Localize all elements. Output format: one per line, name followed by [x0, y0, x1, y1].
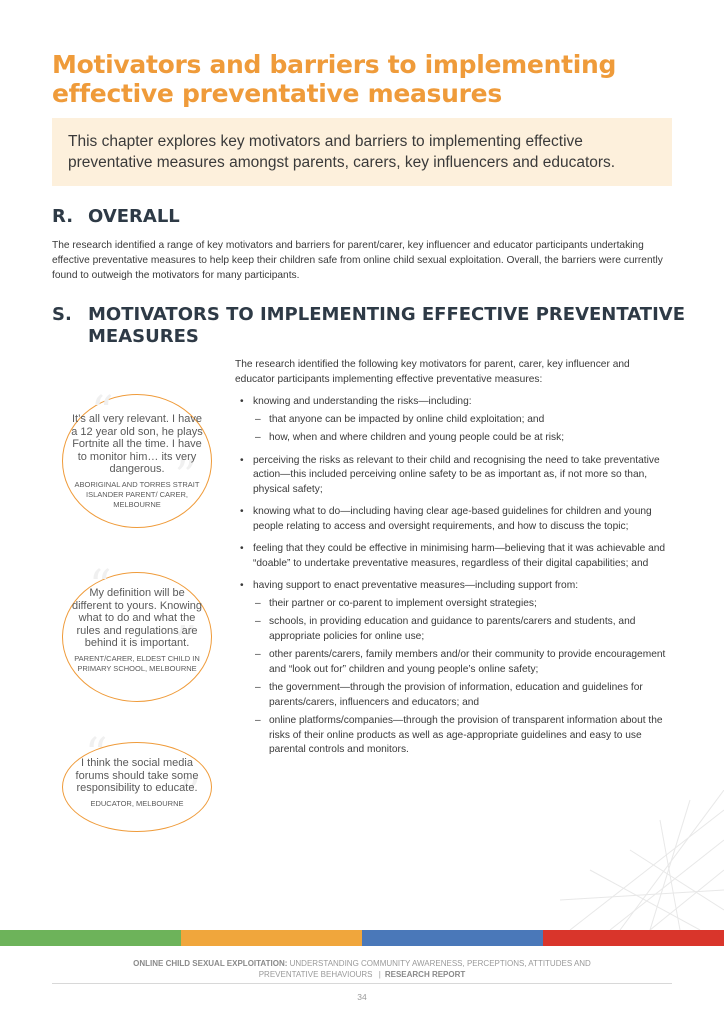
- sub-list-item: – their partner or co-parent to implement oversight strategies;: [253, 597, 670, 612]
- page-number: 34: [357, 992, 367, 1002]
- color-band-green: [0, 930, 181, 946]
- quote-source: PARENT/CARER, ELDEST CHILD IN PRIMARY SCHOOL, MELBOURNE: [74, 653, 200, 673]
- motivators-column: [235, 358, 670, 766]
- section-s-title-line2: MEASURES: [88, 326, 199, 347]
- close-quote-icon: ”: [174, 617, 197, 668]
- list-item-text: feeling that they could be effective in minimising harm—believing that it was achievable and “doable” to undertake preventative measures, regardless of their digital capabilities; and: [253, 543, 666, 569]
- section-s-title-line1: MOTIVATORS TO IMPLEMENTING EFFECTIVE PREVENTATIVE: [88, 304, 685, 325]
- motivators-list: [235, 395, 670, 758]
- open-quote-icon: “: [85, 729, 108, 780]
- close-quote-icon: ”: [174, 451, 197, 502]
- quote-text: It’s all very relevant. I have a 12 year old son, he plays Fortnite all the time. I have to monitor him… its very dangerous.: [71, 413, 203, 475]
- sub-list-item: – that anyone can be impacted by online child exploitation; and: [253, 413, 670, 428]
- footer-bold: ONLINE CHILD SEXUAL EXPLOITATION:: [133, 959, 288, 968]
- sub-list-item: – schools, in providing education and guidance to parents/carers and students, and appropriate policies for online use;: [253, 615, 670, 644]
- sub-list: [253, 413, 670, 446]
- section-r-heading: [52, 206, 180, 228]
- list-item-text: perceiving the risks as relevant to their child and recognising the need to take preventative action—this included perceiving online safety to be as important as, if not more so than, physical safety;: [253, 454, 660, 495]
- quote-bubble-2: [62, 561, 212, 702]
- footer-separator: |: [378, 970, 381, 979]
- color-band-blue: [362, 930, 543, 946]
- list-item-text: knowing what to do—including having clear age-based guidelines for children and young people relating to access and oversight requirements, and how to discuss the topic;: [253, 506, 652, 532]
- page-title: Motivators and barriers to implementing effective preventative measures: [52, 50, 617, 108]
- footer-divider: [52, 983, 672, 984]
- quote-source: ABORIGINAL AND TORRES STRAIT ISLANDER PARENT/ CARER, MELBOURNE: [74, 479, 200, 509]
- section-s-number: S.: [52, 304, 72, 325]
- section-r-title: OVERALL: [88, 206, 180, 227]
- sub-list-item: – how, when and where children and young people could be at risk;: [253, 431, 670, 446]
- list-item: [235, 542, 670, 571]
- quote-text: My definition will be different to yours. Knowing what to do and what the rules and regulations are behind it is important.: [71, 587, 203, 649]
- list-item: [235, 454, 670, 498]
- open-quote-icon: “: [91, 387, 114, 438]
- sub-list-item: – other parents/carers, family members and/or their community to provide encouragement and “look out for” children and young people’s online safety;: [253, 648, 670, 677]
- quote-bubble-1: [62, 387, 212, 528]
- close-quote-icon: ”: [178, 769, 201, 820]
- motivators-intro: The research identified the following key motivators for parent, carer, key influencer and educator participants implementing effective preventative measures:: [235, 359, 630, 385]
- decorative-web-graphic: [560, 790, 724, 930]
- open-quote-icon: “: [89, 561, 112, 612]
- section-r-number: R.: [52, 206, 74, 227]
- quote-text: I think the social media forums should take some responsibility to educate.: [75, 757, 199, 794]
- list-item: [235, 395, 670, 446]
- footer-report: RESEARCH REPORT: [384, 970, 466, 979]
- section-r-paragraph: The research identified a range of key motivators and barriers for parent/carer, key influencer and educator participants undertaking effective preventative measures to help keep their children safe from online child sexual exploitation. Overall, the barriers were currently found to outweigh the motivators for many participants.: [52, 240, 663, 281]
- color-band: [0, 930, 724, 946]
- section-s-heading: [52, 304, 685, 348]
- footer-subtitle: UNDERSTANDING COMMUNITY AWARENESS, PERCEPTIONS, ATTITUDES AND PREVENTATIVE BEHAVIOURS: [258, 959, 591, 979]
- color-band-orange: [181, 930, 362, 946]
- chapter-intro-text: This chapter explores key motivators and barriers to implementing effective preventative measures amongst parents, carers, key influencers and educators.: [68, 133, 616, 171]
- quote-source: EDUCATOR, MELBOURNE: [90, 798, 184, 808]
- sub-list-item: – online platforms/companies—through the provision of transparent information about the risks of their online products as well as age-appropriate guidelines and easy to use parental controls and monitors.: [253, 714, 670, 758]
- footer-title: [130, 958, 594, 980]
- list-item-text: having support to enact preventative measures—including support from:: [253, 580, 579, 591]
- list-item: [235, 579, 670, 758]
- quote-bubble-3: [62, 729, 212, 832]
- sub-list: [253, 597, 670, 758]
- color-band-red: [543, 930, 724, 946]
- sub-list-item: – the government—through the provision of information, education and guidelines for parents/carers, influencers and educators; and: [253, 681, 670, 710]
- list-item: [235, 505, 670, 534]
- list-item-text: knowing and understanding the risks—including:: [253, 396, 472, 407]
- chapter-intro-box: [52, 118, 672, 186]
